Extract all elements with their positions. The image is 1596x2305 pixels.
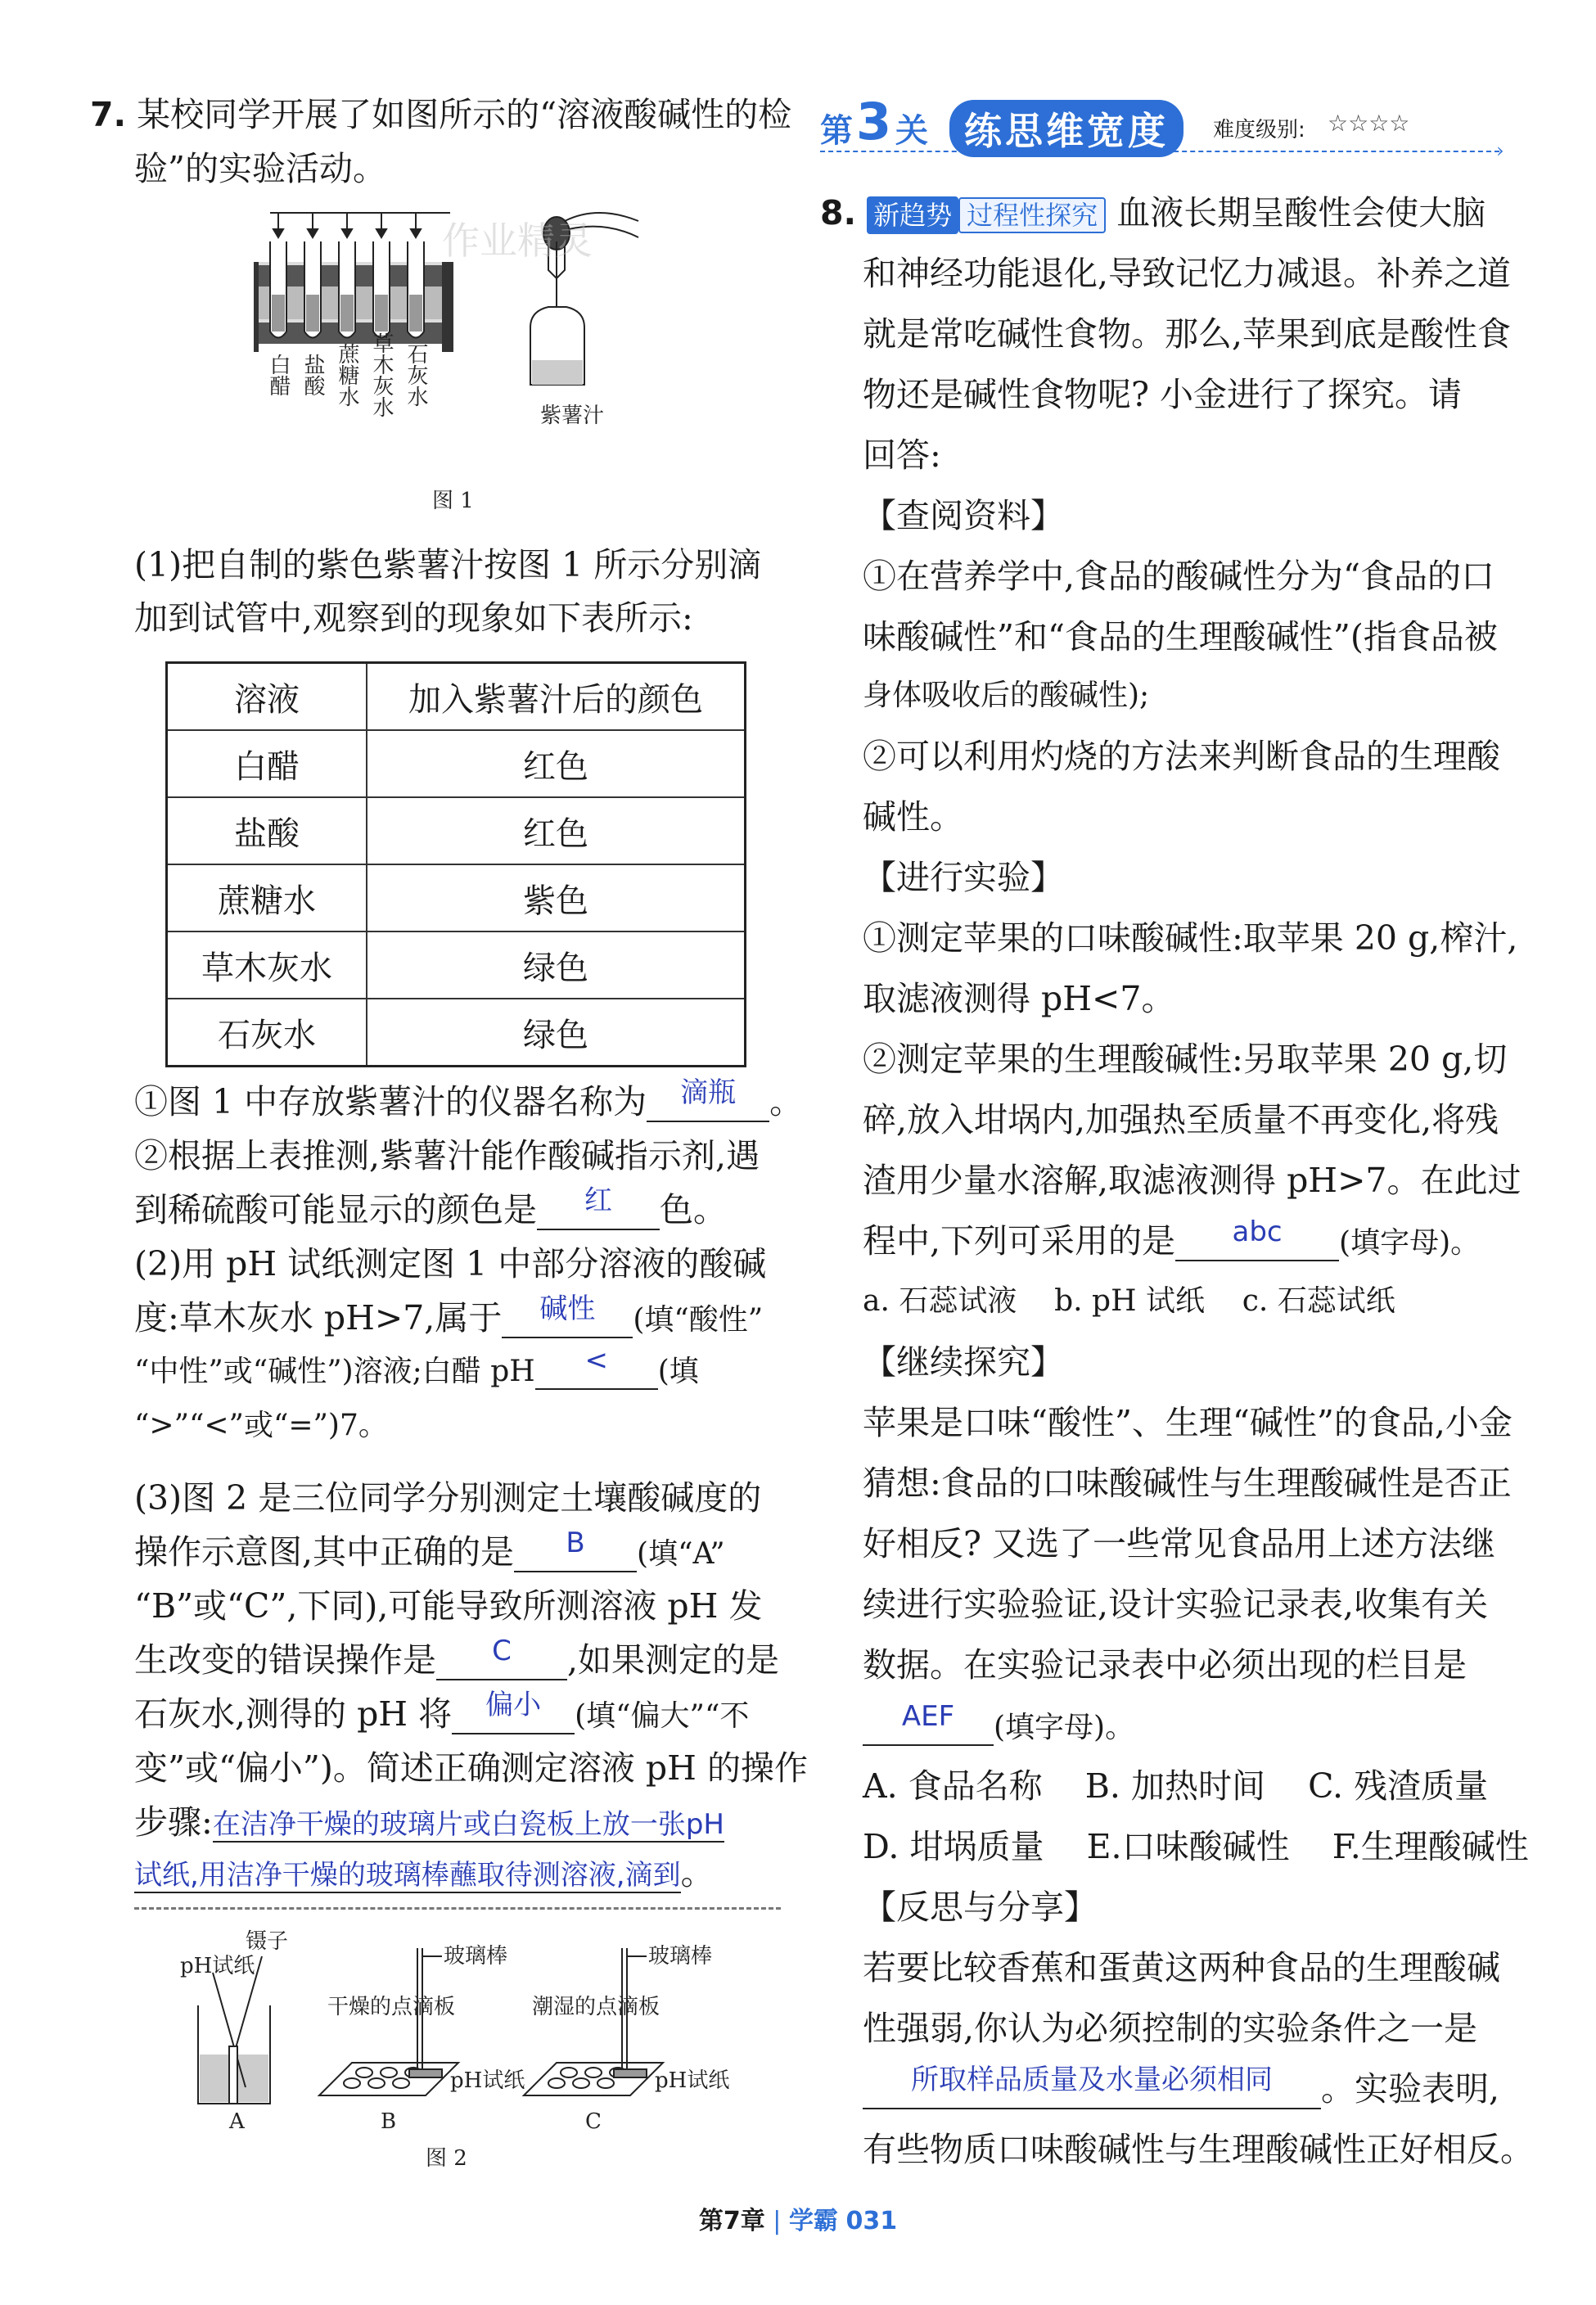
table-cell: 盐酸 <box>167 797 367 864</box>
footer-separator: | <box>773 2207 782 2235</box>
cont-line-6: AEF (填字母)。 <box>863 1701 1134 1752</box>
figure-1 <box>254 196 761 516</box>
exp-line-5: 渣用少量水溶解,取滤液测得 pH>7。在此过 <box>863 1161 1522 1200</box>
table-row <box>167 864 746 931</box>
difficulty-stars: ☆☆☆☆ <box>1328 110 1410 137</box>
q7-s2-line-2: 到稀硫酸可能显示的颜色是 红 色。 <box>134 1184 727 1229</box>
cut-off-text <box>134 1904 781 1912</box>
table-cell: 红色 <box>367 730 746 797</box>
q8-line-2: 和神经功能退化,导致记忆力减退。补养之道 <box>863 254 1512 293</box>
q7-p3-line-1: (3)图 2 是三位同学分别测定土壤酸碱度的 <box>134 1478 762 1518</box>
ref-line-4: ②可以利用灼烧的方法来判断食品的生理酸 <box>863 737 1500 776</box>
columns-options-2: D. 坩埚质量 E.口味酸碱性 F.生理酸碱性 <box>863 1827 1529 1866</box>
tube-label-5: 石灰水 <box>404 343 428 407</box>
panel-b-plate <box>319 1948 458 2095</box>
process-badge: 过程性探究 <box>958 197 1106 233</box>
q8-number: 8. <box>820 193 857 232</box>
exp-line-6: 程中,下列可采用的是 abc (填字母)。 <box>863 1216 1481 1261</box>
cont-line-1: 苹果是口味“酸性”、生理“碱性”的食品,小金 <box>863 1403 1513 1442</box>
ref-line-5: 碱性。 <box>863 797 963 837</box>
answer-blank-condition[interactable]: 所取样品质量及水量必须相同 <box>863 2075 1321 2109</box>
panel-a-beaker <box>198 1956 270 2104</box>
refl-line-4: 有些物质口味酸碱性与生理酸碱性正好相反。 <box>863 2130 1534 2169</box>
table-row <box>167 730 746 797</box>
table-header-row <box>167 663 746 731</box>
answer-blank-wrong-op[interactable]: C <box>436 1646 567 1680</box>
q7-p1-line-1: (1)把自制的紫色紫薯汁按图 1 所示分别滴 <box>134 545 762 584</box>
table-cell: 绿色 <box>367 999 746 1067</box>
level-suffix: 关 <box>895 112 928 150</box>
answer-blank-ph-change[interactable]: 偏小 <box>452 1700 575 1734</box>
handwritten-answer-line-2[interactable]: 试纸,用洁净干燥的玻璃棒蘸取待测溶液,滴到 <box>134 1859 681 1892</box>
footer-brand: 学霸 <box>788 2207 838 2235</box>
q7-p2-line-3: “中性”或“碱性”)溶液;白醋 pH < (填 <box>134 1344 699 1388</box>
heading-reflection: 【反思与分享】 <box>863 1888 1098 1927</box>
table-cell: 绿色 <box>367 931 746 999</box>
table-header: 溶液 <box>167 663 367 731</box>
cont-line-4: 续进行实验验证,设计实验记录表,收集有关 <box>863 1585 1489 1624</box>
columns-options-1: A. 食品名称 B. 加热时间 C. 残渣质量 <box>863 1766 1489 1806</box>
refl-line-3: 所取样品质量及水量必须相同 。实验表明, <box>863 2064 1499 2113</box>
figure-1-watermark: 作业精灵 <box>442 219 593 263</box>
footer-page-number: 031 <box>845 2207 898 2235</box>
q7-intro-line-2: 验”的实验活动。 <box>134 149 386 188</box>
ref-line-3: 身体吸收后的酸碱性); <box>863 679 1150 712</box>
panel-c-plate <box>524 1948 663 2095</box>
table-cell: 紫色 <box>367 864 746 931</box>
observation-table <box>165 661 746 1067</box>
panel-letter-c: C <box>585 2109 602 2134</box>
refl-line-1: 若要比较香蕉和蛋黄这两种食品的生理酸碱 <box>863 1948 1500 1987</box>
refl-line-2: 性强弱,你认为必须控制的实验条件之一是 <box>863 2009 1478 2048</box>
q7-p2-line-4: “>”“<”或“=”)7。 <box>134 1409 388 1442</box>
answer-blank-bottle[interactable]: 滴瓶 <box>647 1088 769 1122</box>
label-ph-c: pH试纸 <box>655 2068 730 2093</box>
heading-continue: 【继续探究】 <box>863 1342 1064 1382</box>
tube-label-1: 白醋 <box>266 354 291 396</box>
q8-line-3: 就是常吃碱性食物。那么,苹果到底是酸性食 <box>863 314 1512 354</box>
arrow-right-icon: › <box>1496 139 1504 162</box>
answer-blank-columns[interactable]: AEF <box>863 1712 994 1746</box>
q7-p1-line-2: 加到试管中,观察到的现象如下表所示: <box>134 598 693 638</box>
q7-p3-line-6: 变”或“偏小”)。简述正确测定溶液 pH 的操作 <box>134 1748 808 1788</box>
tube-label-3: 蔗糖水 <box>335 343 359 407</box>
table-header: 加入紫薯汁后的颜色 <box>367 663 746 731</box>
table-cell: 蔗糖水 <box>167 864 367 931</box>
table-row <box>167 999 746 1067</box>
section-title: 练思维宽度 <box>949 100 1183 157</box>
table-cell: 红色 <box>367 797 746 864</box>
figure-1-caption: 图 1 <box>432 489 474 513</box>
q7-p3-line-8: 试纸,用洁净干燥的玻璃棒蘸取待测溶液,滴到。 <box>134 1853 715 1892</box>
q7-intro-line-1: 7. 某校同学开展了如图所示的“溶液酸碱性的检 <box>90 95 792 134</box>
label-ph-paper-a: pH试纸 <box>180 1954 255 1978</box>
tube-label-2: 盐酸 <box>300 354 325 396</box>
heading-reference: 【查阅资料】 <box>863 496 1064 535</box>
label-rod-c: 玻璃棒 <box>648 1944 713 1969</box>
answer-blank-reagents[interactable]: abc <box>1175 1227 1339 1261</box>
header-underline <box>820 151 1499 152</box>
panel-letter-a: A <box>229 2109 245 2134</box>
answer-blank-color[interactable]: 红 <box>537 1196 660 1230</box>
level-prefix: 第 <box>820 112 853 150</box>
q7-s1: ①图 1 中存放紫薯汁的仪器名称为 滴瓶 。 <box>134 1076 804 1121</box>
label-wet-plate: 潮湿的点滴板 <box>532 1995 660 2019</box>
label-rod-b: 玻璃棒 <box>444 1944 508 1969</box>
heading-experiment: 【进行实验】 <box>863 858 1064 897</box>
exp-line-3: ②测定苹果的生理酸碱性:另取苹果 20 g,切 <box>863 1040 1508 1079</box>
q7-p2-line-1: (2)用 pH 试纸测定图 1 中部分溶液的酸碱 <box>134 1244 767 1283</box>
answer-blank-alkaline[interactable]: 碱性 <box>502 1304 633 1338</box>
label-ph-b: pH试纸 <box>450 2068 525 2093</box>
page-footer <box>0 2200 1596 2236</box>
q7-p3-line-3: “B”或“C”,下同),可能导致所测溶液 pH 发 <box>134 1586 763 1626</box>
figure-2-caption: 图 2 <box>426 2146 467 2169</box>
q8-line-1: 8. 新趋势 过程性探究 血液长期呈酸性会使大脑 <box>820 193 1486 232</box>
label-tweezers: 镊子 <box>246 1929 289 1954</box>
figure-2 <box>180 1924 769 2169</box>
q8-line-4: 物还是碱性食物呢? 小金进行了探究。请 <box>863 375 1463 414</box>
cont-line-5: 数据。在实验记录表中必须出现的栏目是 <box>863 1645 1467 1685</box>
ref-line-1: ①在营养学中,食品的酸碱性分为“食品的口 <box>863 557 1495 596</box>
cont-line-2: 猜想:食品的口味酸碱性与生理酸碱性是否正 <box>863 1464 1512 1503</box>
panel-letter-b: B <box>381 2109 397 2134</box>
q7-number: 7. <box>90 95 127 134</box>
label-dry-plate: 干燥的点滴板 <box>327 1995 456 2019</box>
difficulty-label: 难度级别: <box>1213 118 1305 142</box>
table-row <box>167 931 746 999</box>
exp-options: a. 石蕊试液 b. pH 试纸 c. 石蕊试纸 <box>863 1284 1395 1318</box>
level-number: 3 <box>856 92 892 151</box>
answer-blank-compare[interactable]: < <box>535 1355 658 1390</box>
exp-line-1: ①测定苹果的口味酸碱性:取苹果 20 g,榨汁, <box>863 918 1518 958</box>
trend-badge: 新趋势 <box>867 196 958 234</box>
q7-p3-line-4: 生改变的错误操作是 C ,如果测定的是 <box>134 1635 780 1680</box>
section-header <box>820 92 1508 162</box>
ref-line-2: 味酸碱性”和“食品的生理酸碱性”(指食品被 <box>863 617 1498 656</box>
q7-p3-line-5: 石灰水,测得的 pH 将 偏小 (填“偏大”“不 <box>134 1689 750 1734</box>
bottle-label: 紫薯汁 <box>540 404 605 428</box>
answer-blank-correct-op[interactable]: B <box>514 1538 637 1572</box>
handwritten-answer-line-1[interactable]: 在洁净干燥的玻璃片或白瓷板上放一张pH <box>212 1808 724 1841</box>
q7-p3-line-7: 步骤:在洁净干燥的玻璃片或白瓷板上放一张pH <box>134 1802 724 1842</box>
q8-line-5: 回答: <box>863 435 941 475</box>
q7-s2-line-1: ②根据上表推测,紫薯汁能作酸碱指示剂,遇 <box>134 1136 760 1175</box>
q7-p3-line-2: 操作示意图,其中正确的是 B (填“A” <box>134 1527 725 1572</box>
q7-p2-line-2: 度:草木灰水 pH>7,属于 碱性 (填“酸性” <box>134 1292 764 1337</box>
footer-chapter: 第7章 <box>698 2207 765 2235</box>
table-cell: 石灰水 <box>167 999 367 1067</box>
exp-line-2: 取滤液测得 pH<7。 <box>863 979 1175 1018</box>
drop-arrows <box>270 213 450 237</box>
exp-line-4: 碎,放入坩埚内,加强热至质量不再变化,将残 <box>863 1100 1499 1139</box>
table-cell: 草木灰水 <box>167 931 367 999</box>
table-row <box>167 797 746 864</box>
table-cell: 白醋 <box>167 730 367 797</box>
cont-line-3: 好相反? 又选了一些常见食品用上述方法继 <box>863 1524 1496 1563</box>
tube-label-4: 草木灰水 <box>369 332 394 417</box>
